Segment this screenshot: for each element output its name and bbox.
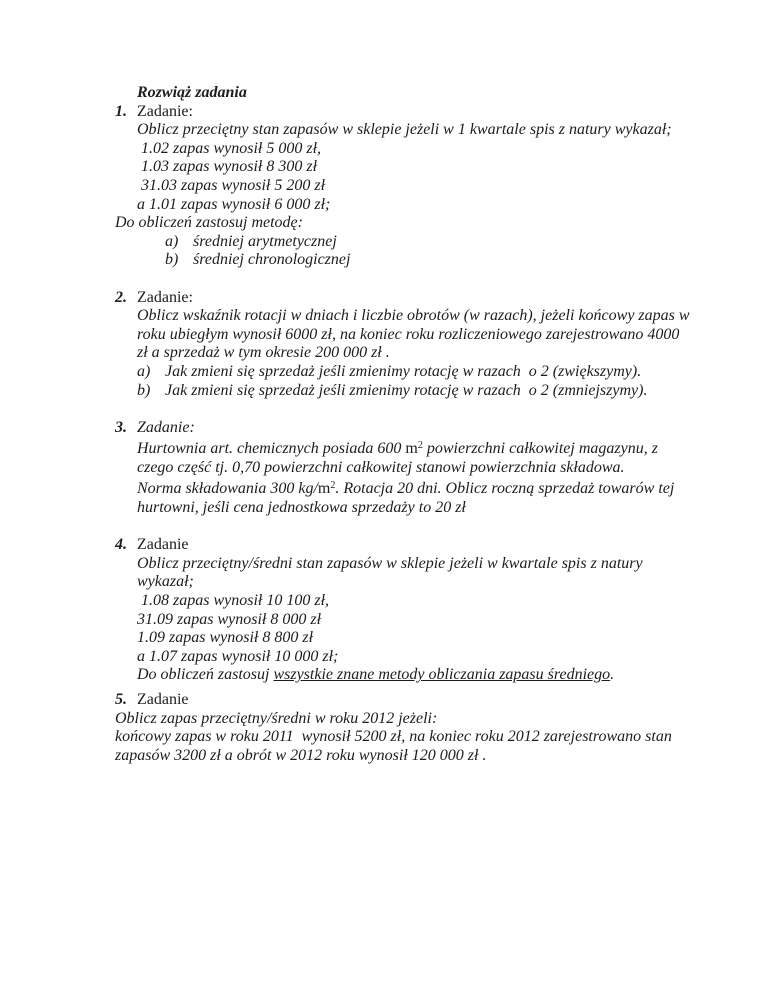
task-4-body-line: Oblicz przeciętny/średni stan zapasów w sklepie jeżeli w kwartale spis z natury bbox=[137, 554, 643, 572]
task-4-body-line: a 1.07 zapas wynosił 10 000 zł; bbox=[137, 647, 339, 665]
task-1-heading: Zadanie: bbox=[137, 102, 193, 120]
task-1-stock-line: 31.03 zapas wynosił 5 200 zł bbox=[137, 176, 326, 194]
task-3-body-line: czego część tj. 0,70 powierzchni całkowitej stanowi powierzchnia składowa. bbox=[137, 458, 625, 476]
option-text: Jak zmieni się sprzedaż jeśli zmienimy rotację w razach o 2 (zwiększymy). bbox=[165, 362, 642, 380]
task-5-body-line: końcowy zapas w roku 2011 wynosił 5200 zł, na koniec roku 2012 zarejestrowano stan bbox=[115, 728, 672, 746]
section-gap bbox=[115, 400, 715, 419]
task-4-body-line: 1.08 zapas wynosił 10 100 zł, bbox=[137, 592, 330, 610]
task-item-1 bbox=[115, 103, 715, 270]
task-2-body-line: roku ubiegłym wynosił 6000 zł, na koniec roku rozliczeniowego zarejestrowano 4000 bbox=[137, 325, 680, 343]
superscript: 2 bbox=[330, 480, 336, 492]
underlined-phrase: wszystkie znane metody obliczania zapasu średniego bbox=[273, 666, 611, 684]
option-marker: b) bbox=[165, 251, 179, 269]
task-5-heading: Zadanie bbox=[137, 691, 189, 708]
text-segment: powierzchni całkowitej magazynu, z bbox=[422, 440, 658, 458]
task-4-body-line: 31.09 zapas wynosił 8 000 zł bbox=[137, 610, 322, 628]
task-3-body-line bbox=[137, 437, 715, 459]
task-1-option-a bbox=[165, 233, 715, 252]
option-marker: a) bbox=[165, 232, 179, 250]
task-2-header bbox=[115, 289, 715, 308]
task-2-body-line: Oblicz wskaźnik rotacji w dniach i liczbie obrotów (w razach), jeżeli końcowy zapas w bbox=[137, 307, 690, 325]
unit-symbol: m bbox=[317, 480, 331, 498]
task-3-heading: Zadanie: bbox=[137, 418, 195, 436]
task-item-5 bbox=[115, 691, 715, 765]
task-item-4 bbox=[115, 536, 715, 685]
text-segment: Hurtownia art. chemicznych posiada 600 bbox=[137, 440, 406, 458]
task-5-number: 5. bbox=[115, 691, 127, 708]
task-item-3 bbox=[115, 419, 715, 518]
task-item-2 bbox=[115, 289, 715, 401]
text-segment: Do obliczeń zastosuj bbox=[137, 666, 274, 684]
task-1-option-b bbox=[165, 251, 715, 270]
task-1-stock-line: 1.02 zapas wynosił 5 000 zł, bbox=[137, 139, 322, 157]
document-title: Rozwiąż zadania bbox=[137, 84, 247, 101]
task-4-header bbox=[115, 536, 715, 555]
task-4-body-line: wykazał; bbox=[137, 573, 194, 591]
task-1-number: 1. bbox=[115, 102, 127, 120]
task-3-number: 3. bbox=[115, 418, 127, 436]
task-2-option-a bbox=[137, 363, 715, 382]
option-text: Jak zmieni się sprzedaż jeśli zmienimy rotację w razach o 2 (zmniejszymy). bbox=[165, 381, 648, 399]
task-4-number: 4. bbox=[115, 536, 127, 554]
document-content bbox=[115, 84, 715, 765]
task-1-method-intro: Do obliczeń zastosuj metodę: bbox=[115, 214, 303, 232]
option-text: średniej chronologicznej bbox=[193, 251, 351, 269]
section-gap bbox=[115, 270, 715, 289]
unit-symbol: m bbox=[405, 440, 418, 458]
task-1-header bbox=[115, 103, 715, 122]
task-5-header bbox=[115, 691, 715, 710]
superscript: 2 bbox=[417, 440, 423, 452]
section-gap bbox=[115, 518, 715, 537]
text-segment: . Rotacja 20 dni. Oblicz roczną sprzedaż towarów tej bbox=[335, 480, 675, 498]
task-2-option-b bbox=[137, 382, 715, 401]
task-2-heading: Zadanie: bbox=[137, 288, 193, 306]
task-4-heading: Zadanie bbox=[137, 536, 189, 554]
text-segment: . bbox=[610, 666, 615, 684]
task-2-number: 2. bbox=[115, 288, 127, 306]
task-3-body-line: hurtowni, jeśli cena jednostkowa sprzedaży to 20 zł bbox=[137, 499, 466, 517]
task-1-intro: Oblicz przeciętny stan zapasów w sklepie jeżeli w 1 kwartale spis z natury wykazał; bbox=[137, 121, 672, 139]
option-marker: b) bbox=[137, 381, 151, 399]
task-3-header bbox=[115, 419, 715, 438]
task-1-stock-line: a 1.01 zapas wynosił 6 000 zł; bbox=[137, 195, 331, 213]
option-text: średniej arytmetycznej bbox=[193, 232, 337, 250]
task-4-method-line bbox=[137, 666, 715, 685]
text-segment: Norma składowania 300 kg/ bbox=[137, 480, 318, 498]
task-5-body-line: zapasów 3200 zł a obrót w 2012 roku wynosił 120 000 zł . bbox=[115, 746, 487, 764]
task-2-body-line: zł a sprzedaż w tym okresie 200 000 zł . bbox=[137, 344, 390, 362]
option-marker: a) bbox=[137, 362, 151, 380]
task-1-stock-line: 1.03 zapas wynosił 8 300 zł bbox=[137, 158, 318, 176]
task-4-body-line: 1.09 zapas wynosił 8 800 zł bbox=[137, 629, 314, 647]
task-3-body-line bbox=[137, 477, 715, 499]
task-5-body-line: Oblicz zapas przeciętny/średni w roku 2012 jeżeli: bbox=[115, 709, 438, 727]
